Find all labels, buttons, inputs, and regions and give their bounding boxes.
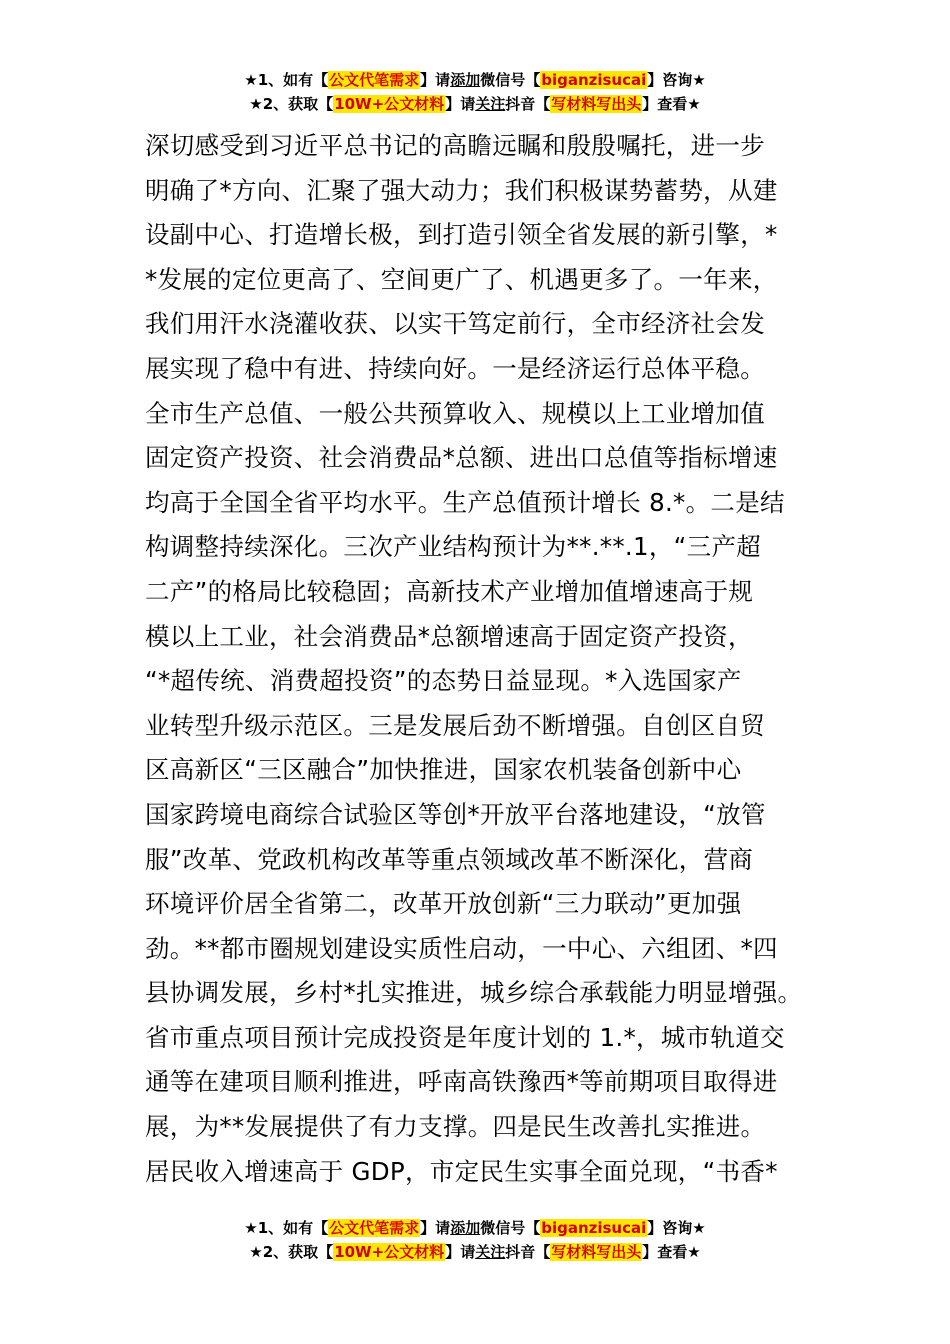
- text-line: 居民收入增速高于 GDP，市定民生实事全面兑现，“书香*: [145, 1156, 778, 1186]
- footer-text: 微信号【: [480, 1219, 541, 1237]
- footer-text: 】请: [420, 1219, 451, 1237]
- highlight-text: biganzisucai: [541, 1219, 647, 1237]
- footer-text: 抖音【: [505, 1243, 551, 1261]
- text-line: 展，为**发展提供了有力支撑。四是民生改善扎实推进。: [145, 1112, 766, 1142]
- header-text: 抖音【: [505, 95, 551, 113]
- text-line: 业转型升级示范区。三是发展后劲不断增强。自创区自贸: [145, 710, 765, 740]
- text-line: 我们用汗水浇灌收获、以实干笃定前行，全市经济社会发: [145, 309, 765, 339]
- header-text: 】咨询★: [647, 71, 706, 89]
- highlight-text: 10W+公文材料: [334, 95, 445, 113]
- text-line: 环境评价居全省第二，改革开放创新“三力联动”更加强: [145, 889, 742, 919]
- text-line: 深切感受到习近平总书记的高瞻远瞩和殷殷嘱托，进一步: [145, 131, 765, 160]
- footer-text: 】咨询★: [647, 1219, 706, 1237]
- header-line-2: [0, 92, 950, 116]
- header-banner: [0, 68, 950, 116]
- footer-line-2: [0, 1240, 950, 1264]
- highlight-text: 公文代笔需求: [329, 1219, 420, 1237]
- text-line: 省市重点项目预计完成投资是年度计划的 1.*，城市轨道交: [145, 1022, 785, 1052]
- highlight-text: 10W+公文材料: [334, 1243, 445, 1261]
- footer-text: 】查看★: [642, 1243, 701, 1261]
- text-line: 构调整持续深化。三次产业结构预计为**.**.1，“三产超: [145, 532, 762, 562]
- header-text: 】查看★: [642, 95, 701, 113]
- header-line-1: [0, 68, 950, 92]
- text-line: 设副中心、打造增长极，到打造引领全省发展的新引擎，*: [145, 220, 778, 250]
- text-line: 县协调发展，乡村*扎实推进，城乡综合承载能力明显增强。: [145, 978, 803, 1008]
- text-line: 模以上工业，社会消费品*总额增速高于固定资产投资，: [145, 621, 753, 651]
- footer-text: 】请: [445, 1243, 476, 1261]
- footer-text: ★2、获取【: [249, 1243, 334, 1261]
- highlight-text: 写材料写出头: [551, 95, 642, 113]
- text-line: “*超传统、消费超投资”的态势日益显现。*入选国家产: [145, 666, 742, 696]
- text-line: 均高于全国全省平均水平。生产总值预计增长 8.*。二是结: [145, 487, 785, 517]
- highlight-text: 写材料写出头: [551, 1243, 642, 1261]
- text-line: 二产”的格局比较稳固；高新技术产业增加值增速高于规: [145, 576, 754, 606]
- header-text: ★1、如有【: [244, 71, 329, 89]
- highlight-text: biganzisucai: [541, 71, 647, 89]
- text-line: 通等在建项目顺利推进，呼南高铁豫西*等前期项目取得进: [145, 1067, 778, 1097]
- text-line: *发展的定位更高了、空间更广了、机遇更多了。一年来，: [145, 264, 778, 294]
- text-line: 固定资产投资、社会消费品*总额、进出口总值等指标增速: [145, 443, 778, 473]
- footer-banner: [0, 1216, 950, 1264]
- footer-line-1: [0, 1216, 950, 1240]
- text-line: 国家跨境电商综合试验区等创*开放平台落地建设，“放管: [145, 799, 766, 829]
- underlined-text: 关注: [475, 1243, 506, 1261]
- header-text: ★2、获取【: [249, 95, 334, 113]
- text-line: 展实现了稳中有进、持续向好。一是经济运行总体平稳。: [145, 353, 765, 383]
- header-text: 】请: [445, 95, 476, 113]
- text-line: 明确了*方向、汇聚了强大动力；我们积极谋势蓄势，从建: [145, 175, 778, 205]
- underlined-text: 添加: [450, 1219, 481, 1237]
- document-body: [145, 124, 815, 1194]
- header-text: 】请: [420, 71, 451, 89]
- underlined-text: 关注: [475, 95, 506, 113]
- underlined-text: 添加: [450, 71, 481, 89]
- highlight-text: 公文代笔需求: [329, 71, 420, 89]
- header-text: 微信号【: [480, 71, 541, 89]
- text-line: 区高新区“三区融合”加快推进，国家农机装备创新中心: [145, 755, 742, 785]
- text-line: 全市生产总值、一般公共预算收入、规模以上工业增加值: [145, 398, 765, 428]
- text-line: 服”改革、党政机构改革等重点领域改革不断深化，营商: [145, 844, 754, 874]
- footer-text: ★1、如有【: [244, 1219, 329, 1237]
- text-line: 劲。**都市圈规划建设实质性启动，一中心、六组团、*四: [145, 933, 778, 963]
